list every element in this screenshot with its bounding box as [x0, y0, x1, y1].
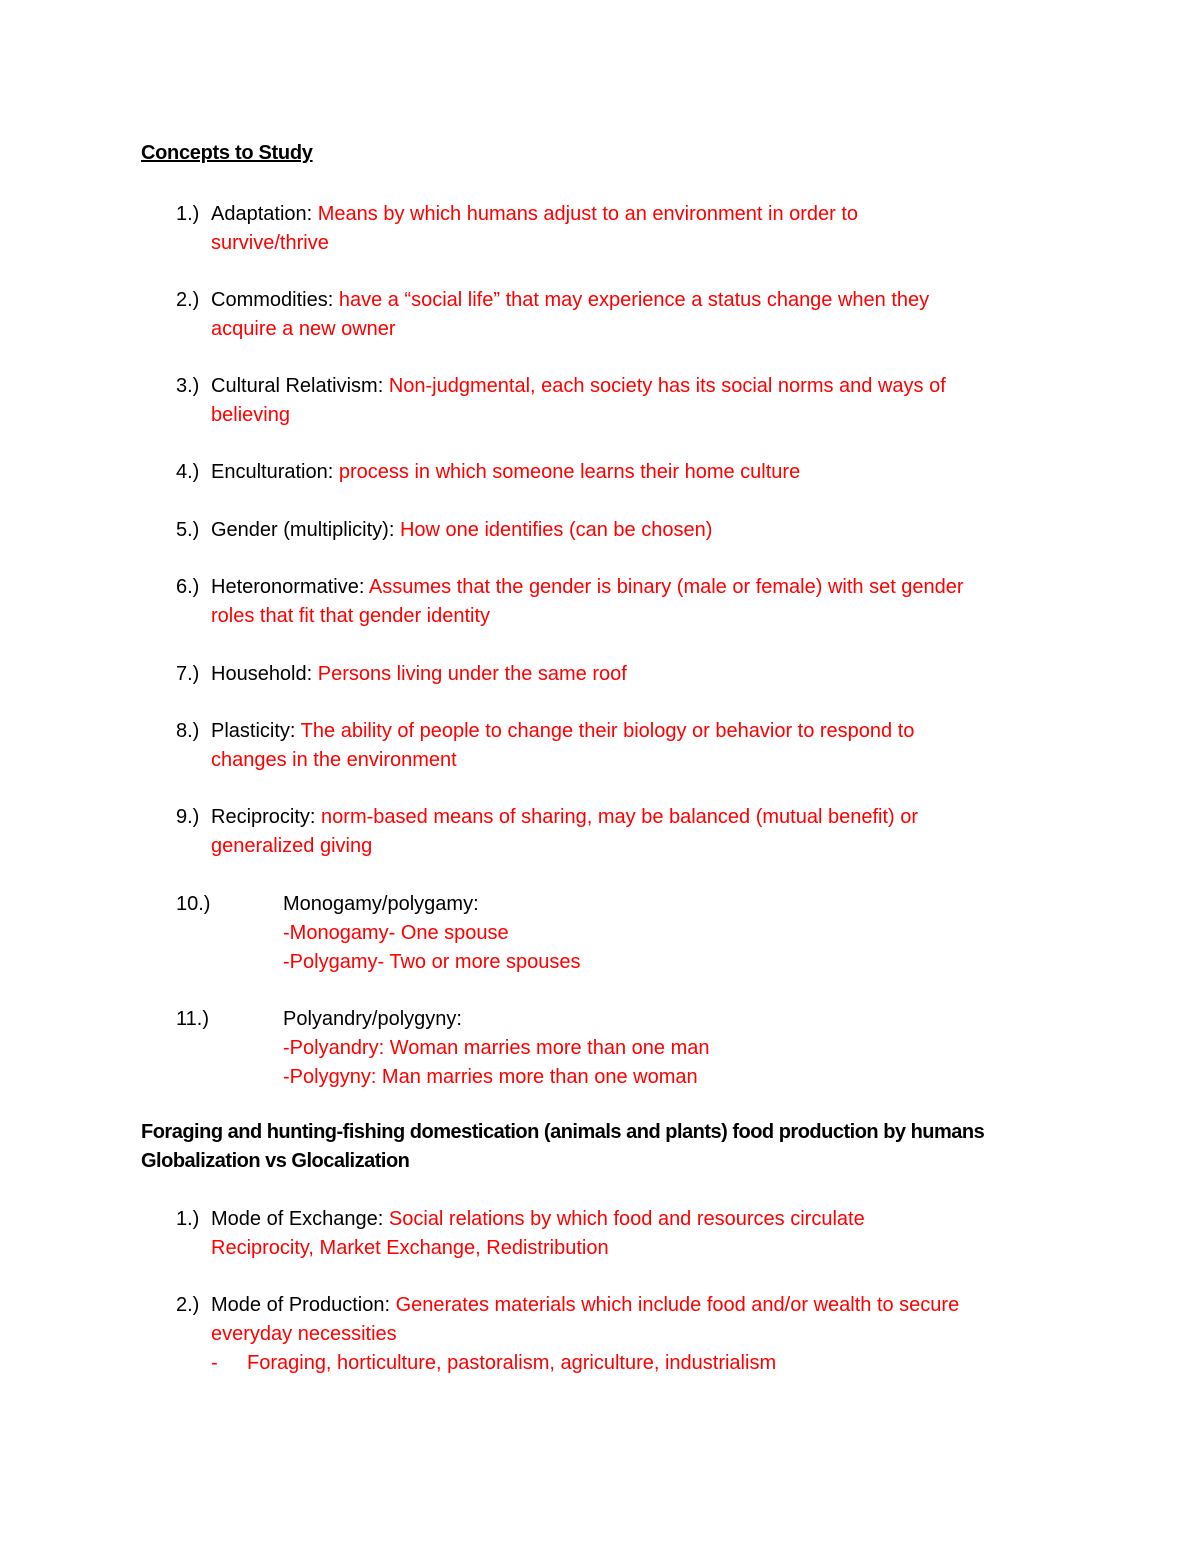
- item-number: 7.): [176, 663, 200, 685]
- item-number: 1.): [176, 1208, 200, 1230]
- item-number: 8.): [176, 720, 200, 742]
- bullet-text: Foraging, horticulture, pastoralism, agriculture, industrialism: [247, 1352, 777, 1374]
- item-sub-entry: -Polyandry: Woman marries more than one man: [283, 1037, 710, 1059]
- item-definition: Persons living under the same roof: [317, 663, 627, 685]
- item-term: Adaptation:: [211, 203, 313, 225]
- item-term: Heteronormative:: [211, 576, 365, 598]
- item-body: [211, 717, 1051, 775]
- item-term: Cultural Relativism:: [211, 375, 384, 397]
- item-definition: The ability of people to change their biology or behavior to respond to: [300, 720, 915, 742]
- item-term: Reciprocity:: [211, 806, 316, 828]
- item-term: Plasticity:: [211, 720, 296, 742]
- section-title-line: Foraging and hunting-fishing domestication (animals and plants) food production by humans: [141, 1121, 985, 1143]
- item-body: [211, 458, 1051, 487]
- item-body: [211, 200, 1051, 258]
- item-sub-entry: -Polygamy- Two or more spouses: [283, 951, 581, 973]
- item-definition-cont: everyday necessities: [211, 1323, 397, 1345]
- item-sub-entry: -Polygyny: Man marries more than one woman: [283, 1066, 698, 1088]
- item-term: Polyandry/polygyny:: [283, 1008, 462, 1030]
- item-definition: Means by which humans adjust to an environment in order to: [317, 203, 859, 225]
- item-definition-cont: survive/thrive: [211, 232, 329, 254]
- item-definition-cont: changes in the environment: [211, 749, 457, 771]
- item-term: Household:: [211, 663, 313, 685]
- item-definition-cont: believing: [211, 404, 290, 426]
- item-term: Mode of Production:: [211, 1294, 390, 1316]
- item-definition-cont: generalized giving: [211, 835, 373, 857]
- item-number: 1.): [176, 203, 200, 225]
- bullet-item: [211, 1349, 776, 1378]
- item-definition: have a “social life” that may experience a status change when they: [338, 289, 930, 311]
- item-definition: norm-based means of sharing, may be balanced (mutual benefit) or: [321, 806, 919, 828]
- item-number: 3.): [176, 375, 200, 397]
- bullet-dash: -: [211, 1352, 218, 1374]
- item-number: 10.): [176, 893, 211, 915]
- item-body: [211, 1205, 1051, 1263]
- item-term: Monogamy/polygamy:: [283, 893, 479, 915]
- item-definition: How one identifies (can be chosen): [399, 519, 713, 541]
- item-number: 11.): [176, 1008, 209, 1030]
- item-number: 2.): [176, 1294, 200, 1316]
- item-number: 6.): [176, 576, 200, 598]
- item-body: [211, 660, 1051, 689]
- item-body: [211, 372, 1051, 430]
- item-sub-entry: -Monogamy- One spouse: [283, 922, 509, 944]
- section-title-concepts: Concepts to Study: [141, 142, 313, 164]
- item-definition-cont: roles that fit that gender identity: [211, 605, 491, 627]
- item-term: Enculturation:: [211, 461, 334, 483]
- item-number: 2.): [176, 289, 200, 311]
- item-body: [211, 516, 1051, 545]
- item-body: [211, 286, 1051, 344]
- item-definition: process in which someone learns their home culture: [338, 461, 801, 483]
- item-body: [283, 1005, 1063, 1092]
- item-definition: Non-judgmental, each society has its social norms and ways of: [388, 375, 946, 397]
- item-number: 4.): [176, 461, 200, 483]
- item-definition: Generates materials which include food and/or wealth to secure: [395, 1294, 960, 1316]
- item-definition: Social relations by which food and resources circulate: [388, 1208, 865, 1230]
- item-number: 5.): [176, 519, 200, 541]
- item-definition-cont: Reciprocity, Market Exchange, Redistribution: [211, 1237, 609, 1259]
- item-term: Gender (multiplicity):: [211, 519, 395, 541]
- item-definition: Assumes that the gender is binary (male or female) with set gender: [368, 576, 964, 598]
- item-body: [211, 803, 1051, 861]
- item-body: [211, 1291, 1051, 1349]
- item-definition-cont: acquire a new owner: [211, 318, 396, 340]
- item-term: Commodities:: [211, 289, 334, 311]
- item-body: [211, 573, 1051, 631]
- item-term: Mode of Exchange:: [211, 1208, 384, 1230]
- section-title-line: Globalization vs Glocalization: [141, 1150, 410, 1172]
- item-number: 9.): [176, 806, 200, 828]
- section-title-foraging: [141, 1118, 984, 1176]
- item-body: [283, 890, 1063, 977]
